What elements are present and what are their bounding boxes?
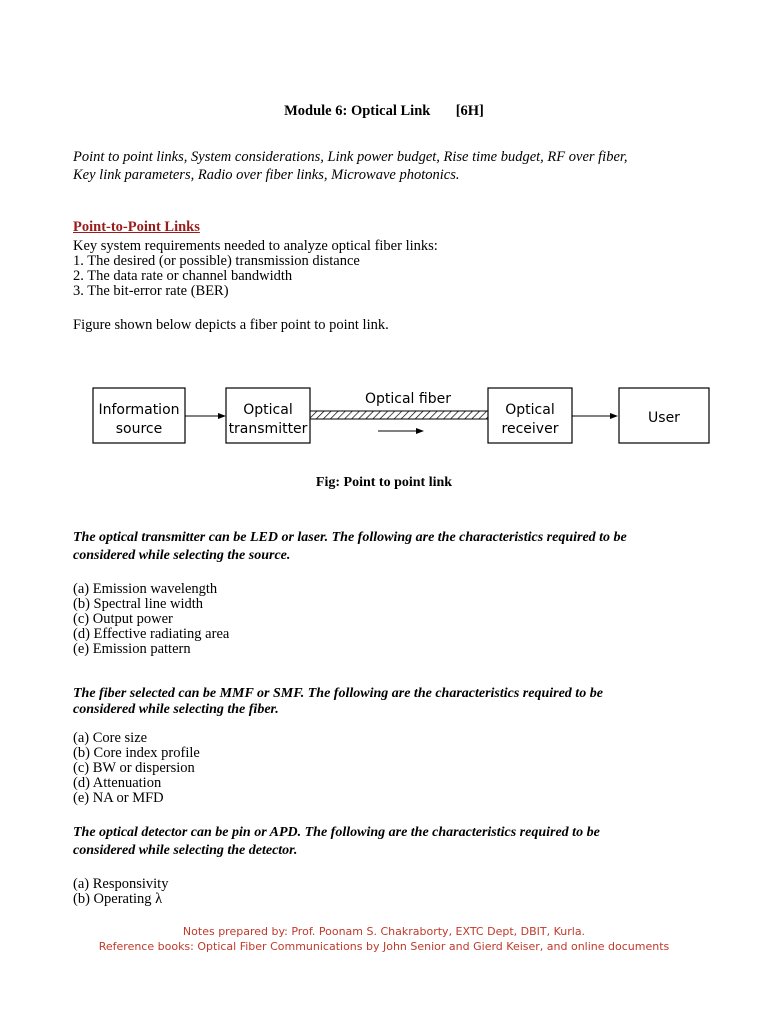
topics-line-1: Point to point links, System considerations, Link power budget, Rise time budget, RF over fiber, [73,149,628,165]
list-item: (b) Core index profile [73,745,200,761]
page-title: Module 6: Optical Link [6H] [284,103,484,119]
fiber-lead-line: considered while selecting the fiber. [73,702,279,717]
footer-notes: Notes prepared by: Prof. Poonam S. Chakraborty, EXTC Dept, DBIT, Kurla. [182,925,586,938]
section-heading: Point-to-Point Links [73,219,200,235]
user-label: User [648,410,680,426]
transmitter-label-line2: transmitter [228,421,308,437]
requirement-item: 3. The bit-error rate (BER) [73,283,229,299]
topics-line-2: Key link parameters, Radio over fiber links, Microwave photonics. [73,167,460,183]
source-label-line1: Information [98,402,180,418]
list-item: (d) Attenuation [73,775,162,791]
fiber-characteristics-list [73,731,200,806]
list-item: (b) Spectral line width [73,596,204,612]
fiber-lead-line: The fiber selected can be MMF or SMF. The following are the characteristics required to be [73,686,603,701]
detector-lead-line: The optical detector can be pin or APD. The following are the characteristics required to be [73,825,600,840]
detector-lead-line: considered while selecting the detector. [73,843,298,858]
figure-caption: Fig: Point to point link [315,475,453,490]
optical-fiber [310,411,488,419]
arrow-head-1 [218,413,226,419]
list-item: (a) Responsivity [73,876,169,892]
point-to-point-link-diagram [90,383,715,453]
transmitter-characteristics-list [73,582,229,657]
list-item: (c) BW or dispersion [73,760,195,776]
arrow-head-2 [610,413,618,419]
arrow-head-direction [416,428,424,434]
transmitter-label-line1: Optical [243,402,293,418]
detector-lead [73,824,600,860]
receiver-label-line2: receiver [501,421,559,437]
list-item: (e) NA or MFD [73,790,164,806]
requirement-item: 1. The desired (or possible) transmission distance [73,253,360,269]
figure-intro: Figure shown below depicts a fiber point to point link. [73,317,389,333]
requirement-item: 2. The data rate or channel bandwidth [73,268,293,284]
requirements-block [73,239,438,299]
list-item: (b) Operating λ [73,891,163,907]
list-item: (d) Effective radiating area [73,626,230,642]
transmitter-lead-line: The optical transmitter can be LED or laser. The following are the characteristics required to be [73,530,627,545]
list-item: (e) Emission pattern [73,641,191,657]
transmitter-lead [73,529,627,565]
receiver-label-line1: Optical [505,402,555,418]
module-topics [73,148,713,184]
requirements-intro: Key system requirements needed to analyze optical fiber links: [73,238,438,254]
fiber-lead [73,686,603,718]
list-item: (a) Core size [73,730,148,746]
fiber-label: Optical fiber [365,391,451,407]
footer-references: Reference books: Optical Fiber Communications by John Senior and Gierd Keiser, and online documents [98,940,670,953]
transmitter-lead-line: considered while selecting the source. [73,548,291,563]
list-item: (c) Output power [73,611,173,627]
source-label-line2: source [115,421,163,437]
list-item: (a) Emission wavelength [73,581,218,597]
detector-characteristics-list [73,877,168,907]
